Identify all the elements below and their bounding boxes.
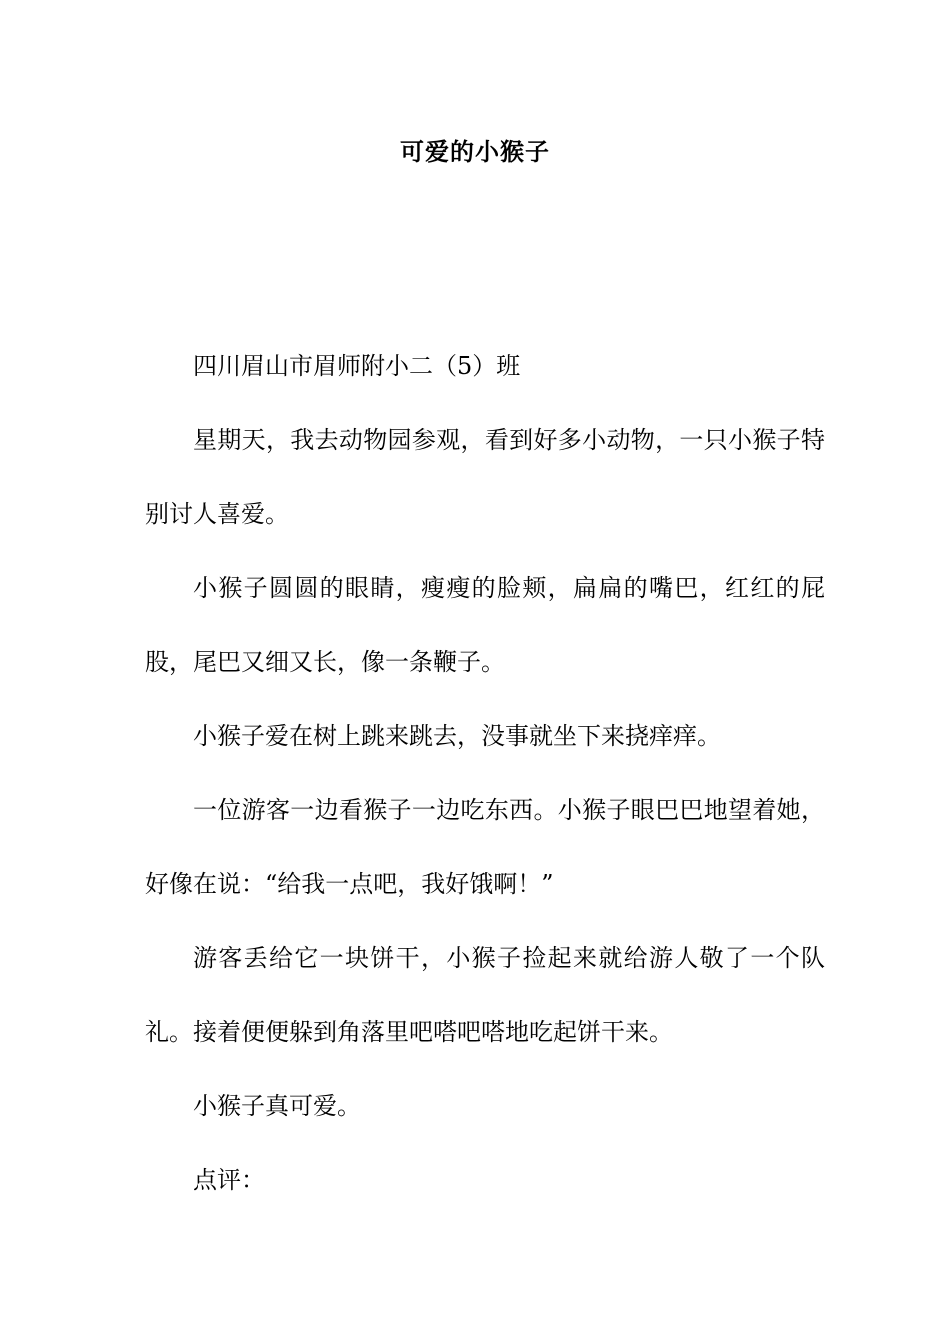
- paragraph: 一位游客一边看猴子一边吃东西。小猴子眼巴巴地望着她，好像在说：“给我一点吧，我好饿啊！”: [145, 796, 825, 898]
- document-body: [145, 329, 825, 1217]
- paragraph: 小猴子真可爱。: [193, 1092, 361, 1120]
- paragraph: 星期天，我去动物园参观，看到好多小动物，一只小猴子特别讨人喜爱。: [145, 426, 825, 528]
- paragraph: 小猴子爱在树上跳来跳去，没事就坐下来挠痒痒。: [193, 722, 721, 750]
- comment-label: 点评：: [193, 1166, 265, 1194]
- document-title: 可爱的小猴子: [400, 137, 550, 166]
- paragraph: 游客丢给它一块饼干，小猴子捡起来就给游人敬了一个队礼。接着便便躲到角落里吧嗒吧嗒地吃起饼干来。: [145, 944, 825, 1046]
- author-line: 四川眉山市眉师附小二（5）班: [193, 352, 521, 380]
- paragraph: 小猴子圆圆的眼睛，瘦瘦的脸颊，扁扁的嘴巴，红红的屁股，尾巴又细又长，像一条鞭子。: [145, 574, 825, 676]
